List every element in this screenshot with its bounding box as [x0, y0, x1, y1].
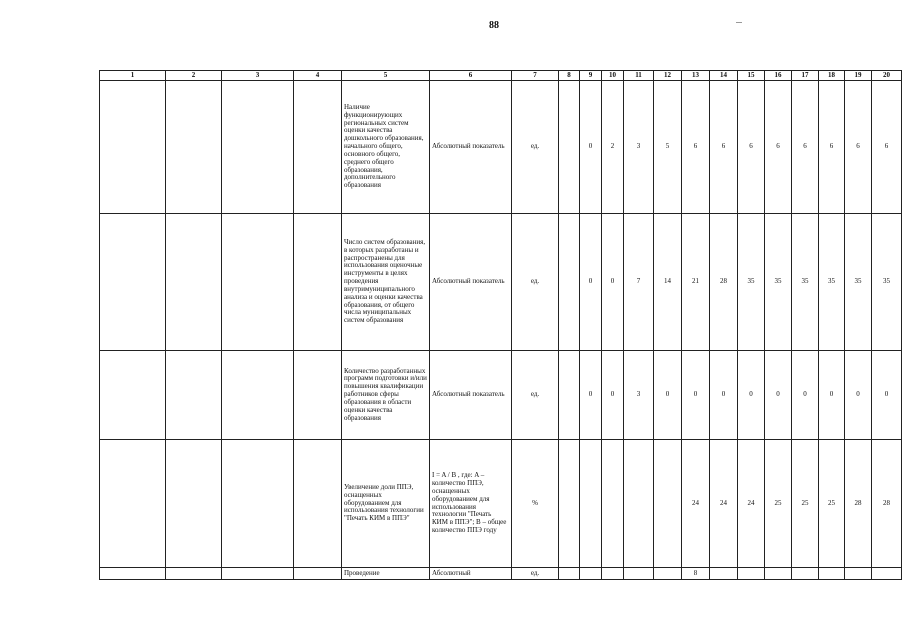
value-cell: 6: [682, 81, 710, 214]
scan-mark: [736, 22, 742, 23]
header-row: [100, 71, 902, 81]
empty-cell: [294, 214, 342, 351]
value-cell: 0: [580, 351, 602, 440]
column-header: 8: [559, 71, 580, 81]
value-cell: [624, 440, 654, 568]
value-cell: [602, 440, 624, 568]
unit-cell: ед.: [512, 351, 559, 440]
value-cell: [654, 440, 682, 568]
column-header: 2: [166, 71, 222, 81]
value-cell: 25: [792, 440, 819, 568]
calculation-method: Абсолютный показатель: [430, 81, 512, 214]
empty-cell: [294, 440, 342, 568]
value-cell: 35: [738, 214, 765, 351]
empty-cell: [222, 440, 294, 568]
value-cell: 35: [765, 214, 792, 351]
value-cell: [559, 568, 580, 580]
column-header: 13: [682, 71, 710, 81]
empty-cell: [100, 351, 166, 440]
calculation-method: I = A / B , где: A –количество ППЭ, оснащенных оборудованием для использования технологии "Печать КИМ в ППЭ"; B – общее количество ППЭ году: [430, 440, 512, 568]
calculation-method: Абсолютный показатель: [430, 351, 512, 440]
value-cell: 24: [710, 440, 738, 568]
value-cell: 25: [765, 440, 792, 568]
value-cell: 8: [682, 568, 710, 580]
value-cell: 0: [819, 351, 845, 440]
value-cell: [559, 351, 580, 440]
value-cell: 25: [819, 440, 845, 568]
indicator-name: Количество разработанных программ подготовки и/или повышения квалификации работников сферы образования в области оценки качества образования: [342, 351, 430, 440]
empty-cell: [222, 81, 294, 214]
calculation-method: Абсолютный показатель: [430, 214, 512, 351]
value-cell: 35: [792, 214, 819, 351]
indicator-table: [99, 70, 902, 580]
value-cell: 0: [845, 351, 872, 440]
value-cell: [792, 568, 819, 580]
value-cell: 35: [819, 214, 845, 351]
value-cell: 0: [602, 351, 624, 440]
indicator-name: Число систем образования, в которых разработаны и распространены для использования оценочные инструменты в целях проведения внутримуниципального анализа и оценки качества образования, от общего числа муниципальных систем образования: [342, 214, 430, 351]
value-cell: [580, 440, 602, 568]
calculation-method: Абсолютный: [430, 568, 512, 580]
empty-cell: [222, 214, 294, 351]
value-cell: 28: [872, 440, 902, 568]
value-cell: [559, 214, 580, 351]
value-cell: 28: [845, 440, 872, 568]
empty-cell: [166, 440, 222, 568]
value-cell: 3: [624, 351, 654, 440]
column-header: 3: [222, 71, 294, 81]
column-header: 6: [430, 71, 512, 81]
page-number: 88: [489, 20, 499, 31]
empty-cell: [166, 351, 222, 440]
column-header: 19: [845, 71, 872, 81]
table-row: [100, 568, 902, 580]
empty-cell: [100, 568, 166, 580]
value-cell: 6: [765, 81, 792, 214]
value-cell: [872, 568, 902, 580]
empty-cell: [294, 351, 342, 440]
value-cell: [819, 568, 845, 580]
value-cell: 0: [738, 351, 765, 440]
table-row: [100, 81, 902, 214]
value-cell: 0: [654, 351, 682, 440]
value-cell: 35: [872, 214, 902, 351]
column-header: 9: [580, 71, 602, 81]
value-cell: 5: [654, 81, 682, 214]
value-cell: 24: [682, 440, 710, 568]
table-row: [100, 440, 902, 568]
value-cell: 0: [682, 351, 710, 440]
indicator-name: Проведение: [342, 568, 430, 580]
value-cell: 28: [710, 214, 738, 351]
value-cell: 2: [602, 81, 624, 214]
empty-cell: [100, 214, 166, 351]
empty-cell: [100, 81, 166, 214]
unit-cell: ед.: [512, 568, 559, 580]
value-cell: 24: [738, 440, 765, 568]
value-cell: [654, 568, 682, 580]
value-cell: 21: [682, 214, 710, 351]
column-header: 16: [765, 71, 792, 81]
empty-cell: [222, 568, 294, 580]
value-cell: [580, 568, 602, 580]
empty-cell: [222, 351, 294, 440]
empty-cell: [100, 440, 166, 568]
value-cell: [559, 440, 580, 568]
column-header: 4: [294, 71, 342, 81]
value-cell: 6: [710, 81, 738, 214]
value-cell: 6: [845, 81, 872, 214]
value-cell: 0: [602, 214, 624, 351]
value-cell: 6: [792, 81, 819, 214]
column-header: 7: [512, 71, 559, 81]
column-header: 1: [100, 71, 166, 81]
value-cell: 6: [819, 81, 845, 214]
empty-cell: [294, 81, 342, 214]
value-cell: [602, 568, 624, 580]
indicator-name: Увеличение доли ППЭ, оснащенных оборудованием для использования технологии "Печать КИМ в ППЭ": [342, 440, 430, 568]
table-row: [100, 214, 902, 351]
value-cell: 3: [624, 81, 654, 214]
value-cell: 7: [624, 214, 654, 351]
column-header: 10: [602, 71, 624, 81]
value-cell: 0: [580, 214, 602, 351]
value-cell: 35: [845, 214, 872, 351]
value-cell: [738, 568, 765, 580]
column-header: 20: [872, 71, 902, 81]
unit-cell: ед.: [512, 81, 559, 214]
value-cell: [710, 568, 738, 580]
column-header: 12: [654, 71, 682, 81]
column-header: 18: [819, 71, 845, 81]
value-cell: [559, 81, 580, 214]
value-cell: [845, 568, 872, 580]
unit-cell: ед.: [512, 214, 559, 351]
value-cell: 0: [710, 351, 738, 440]
value-cell: 6: [872, 81, 902, 214]
column-header: 5: [342, 71, 430, 81]
empty-cell: [294, 568, 342, 580]
empty-cell: [166, 81, 222, 214]
value-cell: [765, 568, 792, 580]
empty-cell: [166, 568, 222, 580]
value-cell: 0: [872, 351, 902, 440]
value-cell: 14: [654, 214, 682, 351]
column-header: 11: [624, 71, 654, 81]
table-row: [100, 351, 902, 440]
value-cell: 6: [738, 81, 765, 214]
indicator-name: Наличие функционирующих региональных систем оценки качества дошкольного образования, начального общего, основного общего, среднего общего образования, дополнительного образования: [342, 81, 430, 214]
value-cell: 0: [792, 351, 819, 440]
empty-cell: [166, 214, 222, 351]
unit-cell: %: [512, 440, 559, 568]
column-header: 17: [792, 71, 819, 81]
value-cell: 0: [765, 351, 792, 440]
value-cell: [624, 568, 654, 580]
value-cell: 0: [580, 81, 602, 214]
column-header: 14: [710, 71, 738, 81]
column-header: 15: [738, 71, 765, 81]
